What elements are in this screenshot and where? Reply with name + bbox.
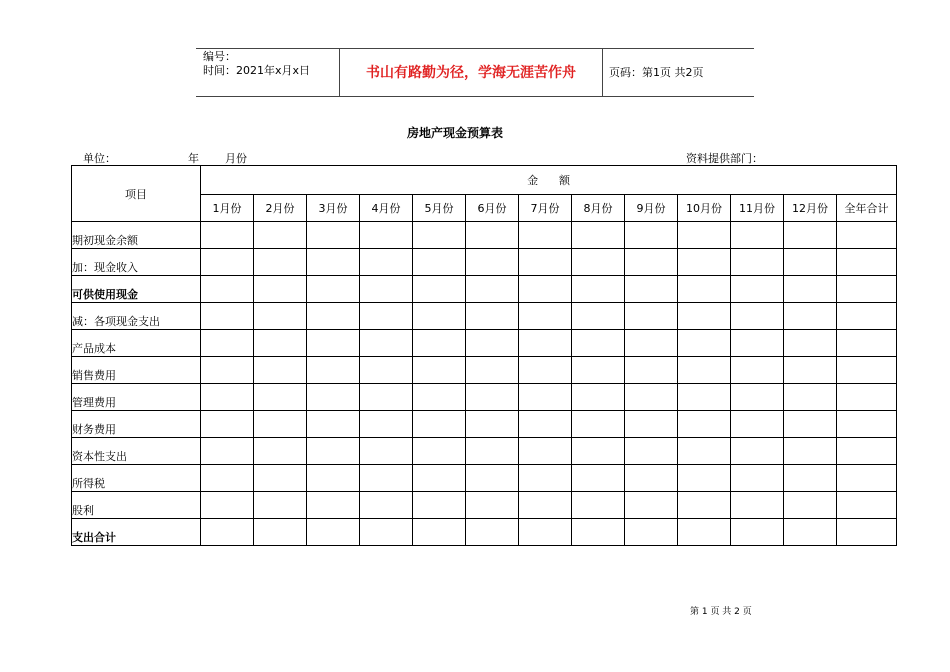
amount-cell[interactable]	[731, 384, 784, 411]
amount-cell[interactable]	[572, 492, 625, 519]
amount-cell[interactable]	[466, 222, 519, 249]
amount-cell[interactable]	[307, 519, 360, 546]
amount-cell[interactable]	[201, 303, 254, 330]
amount-cell[interactable]	[678, 438, 731, 465]
amount-cell[interactable]	[837, 330, 897, 357]
amount-cell[interactable]	[731, 249, 784, 276]
month-column-header: 6月份	[466, 195, 519, 222]
amount-cell[interactable]	[254, 249, 307, 276]
amount-cell[interactable]	[837, 519, 897, 546]
amount-cell[interactable]	[201, 222, 254, 249]
amount-cell[interactable]	[572, 357, 625, 384]
amount-cell[interactable]	[201, 438, 254, 465]
amount-cell[interactable]	[413, 519, 466, 546]
amount-cell[interactable]	[731, 438, 784, 465]
amount-cell[interactable]	[254, 222, 307, 249]
amount-cell[interactable]	[519, 249, 572, 276]
row-label: 产品成本	[72, 330, 201, 357]
header-motto: 书山有路勤为径，学海无涯苦作舟	[366, 65, 576, 81]
table-row	[72, 411, 897, 438]
table-row	[72, 519, 897, 546]
amount-cell[interactable]	[572, 330, 625, 357]
header-bottom-border	[196, 96, 754, 97]
amount-cell[interactable]	[572, 276, 625, 303]
amount-cell[interactable]	[307, 303, 360, 330]
amount-cell[interactable]	[784, 357, 837, 384]
amount-cell[interactable]	[413, 384, 466, 411]
row-label: 股利	[72, 492, 201, 519]
row-label: 所得税	[72, 465, 201, 492]
amount-cell[interactable]	[784, 303, 837, 330]
amount-cell[interactable]	[360, 276, 413, 303]
amount-cell[interactable]	[731, 276, 784, 303]
amount-cell[interactable]	[678, 492, 731, 519]
amount-cell[interactable]	[678, 519, 731, 546]
month-column-header: 7月份	[519, 195, 572, 222]
amount-cell[interactable]	[466, 465, 519, 492]
amount-cell[interactable]	[413, 330, 466, 357]
amount-cell[interactable]	[254, 330, 307, 357]
table-row	[72, 357, 897, 384]
amount-cell[interactable]	[572, 411, 625, 438]
month-column-header: 2月份	[254, 195, 307, 222]
amount-cell[interactable]	[678, 276, 731, 303]
cash-budget-table	[71, 165, 897, 546]
amount-cell[interactable]	[625, 438, 678, 465]
amount-cell[interactable]	[678, 330, 731, 357]
amount-cell[interactable]	[413, 492, 466, 519]
row-label: 支出合计	[72, 519, 201, 546]
amount-cell[interactable]	[731, 492, 784, 519]
table-row	[72, 465, 897, 492]
table-row	[72, 249, 897, 276]
month-label: 月份	[225, 152, 247, 165]
row-label: 管理费用	[72, 384, 201, 411]
amount-cell[interactable]	[572, 384, 625, 411]
amount-cell[interactable]	[625, 249, 678, 276]
amount-cell[interactable]	[784, 276, 837, 303]
amount-cell[interactable]	[360, 438, 413, 465]
header-divider-right	[602, 48, 603, 96]
amount-cell[interactable]	[678, 357, 731, 384]
amount-cell[interactable]	[254, 276, 307, 303]
table-row	[72, 303, 897, 330]
amount-column-header: 金 额	[201, 166, 897, 195]
row-label: 加：现金收入	[72, 249, 201, 276]
table-row	[72, 384, 897, 411]
amount-cell[interactable]	[625, 519, 678, 546]
amount-cell[interactable]	[625, 384, 678, 411]
amount-cell[interactable]	[572, 303, 625, 330]
amount-cell[interactable]	[360, 519, 413, 546]
month-column-header: 1月份	[201, 195, 254, 222]
amount-cell[interactable]	[360, 411, 413, 438]
amount-cell[interactable]	[837, 249, 897, 276]
month-column-header: 5月份	[413, 195, 466, 222]
amount-cell[interactable]	[837, 384, 897, 411]
table-row	[72, 438, 897, 465]
table-row	[72, 222, 897, 249]
item-column-header: 项目	[72, 166, 201, 222]
amount-cell[interactable]	[678, 411, 731, 438]
amount-cell[interactable]	[360, 249, 413, 276]
month-column-header: 3月份	[307, 195, 360, 222]
amount-cell[interactable]	[466, 384, 519, 411]
row-label: 期初现金余额	[72, 222, 201, 249]
amount-cell[interactable]	[625, 303, 678, 330]
amount-cell[interactable]	[625, 330, 678, 357]
amount-cell[interactable]	[784, 465, 837, 492]
amount-cell[interactable]	[201, 465, 254, 492]
row-label: 销售费用	[72, 357, 201, 384]
table-row	[72, 492, 897, 519]
amount-cell[interactable]	[519, 357, 572, 384]
amount-cell[interactable]	[254, 492, 307, 519]
amount-cell[interactable]	[837, 357, 897, 384]
amount-cell[interactable]	[625, 276, 678, 303]
amount-cell[interactable]	[254, 384, 307, 411]
amount-cell[interactable]	[413, 357, 466, 384]
month-column-header: 11月份	[731, 195, 784, 222]
amount-cell[interactable]	[731, 303, 784, 330]
amount-cell[interactable]	[519, 330, 572, 357]
amount-cell[interactable]	[572, 249, 625, 276]
amount-cell[interactable]	[678, 303, 731, 330]
amount-cell[interactable]	[466, 411, 519, 438]
amount-cell[interactable]	[307, 492, 360, 519]
amount-cell[interactable]	[360, 384, 413, 411]
amount-cell[interactable]	[307, 465, 360, 492]
amount-cell[interactable]	[519, 276, 572, 303]
amount-cell[interactable]	[201, 330, 254, 357]
amount-cell[interactable]	[307, 249, 360, 276]
table-row	[72, 330, 897, 357]
amount-cell[interactable]	[466, 492, 519, 519]
amount-cell[interactable]	[731, 357, 784, 384]
amount-cell[interactable]	[572, 222, 625, 249]
amount-cell[interactable]	[572, 465, 625, 492]
month-column-header: 10月份	[678, 195, 731, 222]
amount-cell[interactable]	[731, 519, 784, 546]
amount-cell[interactable]	[837, 222, 897, 249]
amount-cell[interactable]	[466, 276, 519, 303]
row-label: 资本性支出	[72, 438, 201, 465]
amount-cell[interactable]	[625, 411, 678, 438]
amount-cell[interactable]	[678, 222, 731, 249]
amount-cell[interactable]	[519, 303, 572, 330]
amount-cell[interactable]	[307, 438, 360, 465]
amount-cell[interactable]	[678, 384, 731, 411]
amount-cell[interactable]	[731, 222, 784, 249]
amount-cell[interactable]	[413, 249, 466, 276]
row-label: 可供使用现金	[72, 276, 201, 303]
amount-cell[interactable]	[413, 276, 466, 303]
month-column-header: 8月份	[572, 195, 625, 222]
amount-cell[interactable]	[254, 411, 307, 438]
amount-cell[interactable]	[837, 465, 897, 492]
amount-cell[interactable]	[625, 465, 678, 492]
amount-cell[interactable]	[201, 492, 254, 519]
amount-cell[interactable]	[307, 330, 360, 357]
amount-cell[interactable]	[254, 303, 307, 330]
amount-cell[interactable]	[466, 438, 519, 465]
amount-cell[interactable]	[519, 384, 572, 411]
amount-cell[interactable]	[360, 330, 413, 357]
amount-cell[interactable]	[201, 384, 254, 411]
amount-cell[interactable]	[466, 519, 519, 546]
amount-cell[interactable]	[625, 222, 678, 249]
amount-cell[interactable]	[519, 465, 572, 492]
page-title: 房地产现金预算表	[406, 126, 503, 140]
amount-cell[interactable]	[519, 222, 572, 249]
amount-cell[interactable]	[519, 492, 572, 519]
amount-cell[interactable]	[307, 357, 360, 384]
amount-cell[interactable]	[413, 465, 466, 492]
amount-cell[interactable]	[837, 492, 897, 519]
amount-cell[interactable]	[784, 438, 837, 465]
amount-cell[interactable]	[254, 357, 307, 384]
amount-cell[interactable]	[625, 492, 678, 519]
amount-cell[interactable]	[307, 276, 360, 303]
amount-cell[interactable]	[201, 519, 254, 546]
amount-cell[interactable]	[837, 411, 897, 438]
amount-cell[interactable]	[360, 357, 413, 384]
row-label: 财务费用	[72, 411, 201, 438]
amount-cell[interactable]	[784, 411, 837, 438]
amount-cell[interactable]	[837, 303, 897, 330]
amount-cell[interactable]	[731, 411, 784, 438]
amount-cell[interactable]	[625, 357, 678, 384]
amount-cell[interactable]	[731, 330, 784, 357]
amount-cell[interactable]	[678, 249, 731, 276]
amount-cell[interactable]	[413, 438, 466, 465]
row-label: 减：各项现金支出	[72, 303, 201, 330]
month-column-header: 全年合计	[837, 195, 897, 222]
department-label: 资料提供部门：	[686, 152, 763, 165]
month-column-header: 12月份	[784, 195, 837, 222]
amount-cell[interactable]	[254, 438, 307, 465]
header-divider-left	[339, 48, 340, 96]
month-column-header: 4月份	[360, 195, 413, 222]
document-number-label: 编号：	[203, 50, 236, 63]
year-label: 年	[188, 152, 199, 165]
amount-cell[interactable]	[360, 222, 413, 249]
table-header-row	[72, 166, 897, 195]
amount-cell[interactable]	[201, 357, 254, 384]
amount-cell[interactable]	[201, 411, 254, 438]
amount-cell[interactable]	[413, 411, 466, 438]
amount-cell[interactable]	[572, 438, 625, 465]
month-column-header: 9月份	[625, 195, 678, 222]
amount-cell[interactable]	[837, 276, 897, 303]
amount-cell[interactable]	[519, 438, 572, 465]
amount-cell[interactable]	[731, 465, 784, 492]
amount-cell[interactable]	[413, 222, 466, 249]
footer-page-number: 第 1 页 共 2 页	[690, 607, 752, 617]
amount-cell[interactable]	[519, 411, 572, 438]
amount-cell[interactable]	[413, 303, 466, 330]
amount-cell[interactable]	[360, 465, 413, 492]
document-time-label: 时间：2021年x月x日	[203, 64, 311, 77]
amount-cell[interactable]	[307, 222, 360, 249]
unit-label: 单位：	[83, 152, 116, 165]
amount-cell[interactable]	[254, 465, 307, 492]
amount-cell[interactable]	[466, 249, 519, 276]
amount-cell[interactable]	[678, 465, 731, 492]
amount-cell[interactable]	[201, 276, 254, 303]
amount-cell[interactable]	[466, 303, 519, 330]
amount-cell[interactable]	[201, 249, 254, 276]
amount-cell[interactable]	[784, 519, 837, 546]
amount-cell[interactable]	[784, 384, 837, 411]
amount-cell[interactable]	[360, 492, 413, 519]
amount-cell[interactable]	[572, 519, 625, 546]
amount-cell[interactable]	[784, 330, 837, 357]
amount-cell[interactable]	[784, 492, 837, 519]
amount-cell[interactable]	[254, 519, 307, 546]
amount-cell[interactable]	[519, 519, 572, 546]
amount-cell[interactable]	[466, 357, 519, 384]
header-top-border	[196, 48, 754, 49]
amount-cell[interactable]	[837, 438, 897, 465]
amount-cell[interactable]	[784, 222, 837, 249]
table-row	[72, 276, 897, 303]
amount-cell[interactable]	[307, 384, 360, 411]
page-number-label: 页码：第1页 共2页	[609, 66, 704, 79]
amount-cell[interactable]	[784, 249, 837, 276]
amount-cell[interactable]	[307, 411, 360, 438]
amount-cell[interactable]	[466, 330, 519, 357]
amount-cell[interactable]	[360, 303, 413, 330]
